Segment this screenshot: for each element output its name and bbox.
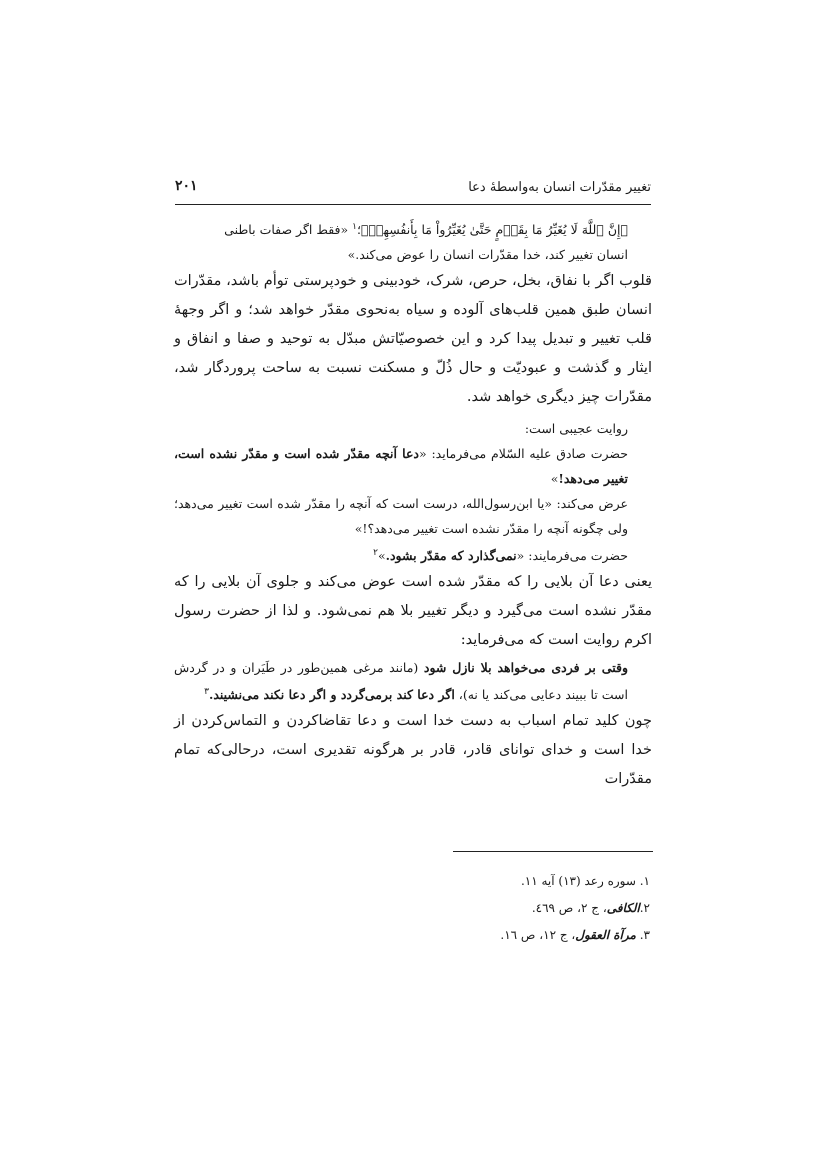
- running-title: تغییر مقدّرات انسان به‌واسطهٔ دعا: [468, 180, 651, 195]
- quote-answer-bold: نمی‌گذارد که مقدّر بشود.: [385, 548, 517, 564]
- quote-prophet-bold-1: وقتی بر فردی می‌خواهد بلا نازل شود: [423, 660, 629, 676]
- footnote-divider: [453, 851, 653, 852]
- quote-prophet: [174, 655, 652, 707]
- footnote-num: ۱.: [639, 874, 650, 888]
- quran-verse: [174, 215, 652, 267]
- footnote-num: ۳.: [639, 928, 650, 942]
- quote-imam-bold: دعا آنچه مقدّر شده است و مقدّر نشده است، تغییر می‌دهد!: [174, 446, 628, 487]
- quote-answer-prefix: حضرت می‌فرمایند: «: [516, 548, 628, 564]
- footnote-text: ، ج ۲، ص ٤٦٩.: [531, 901, 607, 915]
- quote-imam-suffix: »: [550, 471, 559, 487]
- verse-translation-end: انسان تغییر کند، خدا مقدّرات انسان را عوض می‌کند.»: [347, 247, 628, 263]
- main-text: [174, 215, 652, 794]
- footnote-ref-2: ۲: [373, 548, 378, 559]
- footnote-text: سوره رعد (۱۳) آیه ۱۱.: [520, 874, 640, 888]
- footnote-ref-1: ۱: [352, 222, 357, 232]
- quote-prophet-mid: (مانند مرغی همین‌طور در طَیَران و در گردش است تا ببیند دعایی می‌کند یا نه)،: [174, 660, 628, 703]
- footnote-source: الکافی: [606, 901, 640, 915]
- quote-question: عرض می‌کند: «یا ابن‌رسول‌الله، درست است که آنچه را مقدّر شده است تغییر می‌دهد؛ ولی چگونه آنچه را مقدّر نشده است تغییر می‌دهد؟!»: [174, 496, 628, 537]
- footnote-text: ، ج ۱۲، ص ١٦.: [500, 928, 576, 942]
- quote-imam-prefix: حضرت صادق علیه السّلام می‌فرماید: «: [419, 446, 628, 462]
- footnote-1: [350, 868, 650, 895]
- page-number: ۲۰۱: [175, 178, 198, 194]
- footnote-3: [350, 922, 650, 949]
- quote-answer: [174, 541, 652, 568]
- paragraph-1: قلوب اگر با نفاق، بخل، حرص، شرک، خودبینی و خودپرستی توأم باشد، مقدّرات انسان طبق همین قلب‌های آلوده و سیاه به‌نحوی مقدّر خواهد شد؛ و اگر وجههٔ قلب تغییر و تبدیل پیدا کرد و این خصوصیّاتش مبدّل به توحید و صفا و انفاق و ایثار و گذشت و عبودیّت و حال ذُلّ و مسکنت نسبت به ساحت پروردگار شد، مقدّرات چیز دیگری خواهد شد.: [174, 273, 652, 406]
- quote-imam: [174, 441, 652, 491]
- paragraph-3: چون کلید تمام اسباب به دست خدا است و دعا تقاضاکردن و التماس‌کردن از خدا است و خدای توانای قادر، قادر بر هرگونه تقدیری است، درحالی‌که تمام مقدّرات: [174, 713, 652, 788]
- running-header: [175, 176, 651, 205]
- verse-translation-start: «فقط اگر صفات باطنی: [224, 222, 353, 238]
- footnote-ref-3: ۳: [204, 687, 209, 698]
- footnote-source: مرآة العقول: [575, 928, 636, 942]
- footnotes: [350, 868, 650, 949]
- footnote-2: [350, 895, 650, 922]
- quote-answer-suffix: »: [377, 548, 386, 564]
- paragraph-2: یعنی دعا آن بلایی را که مقدّر شده است عوض می‌کند و جلوی آن بلایی را که مقدّر نشده است می‌گیرد و دیگر تغییر بلا هم نمی‌شود. و لذا از حضرت رسول اکرم روایت است که می‌فرماید:: [174, 574, 652, 649]
- narration-intro: روایت عجیبی است:: [524, 421, 628, 437]
- quote-prophet-bold-2: اگر دعا کند برمی‌گردد و اگر دعا نکند می‌نشیند.: [208, 687, 455, 703]
- footnote-num: ۲.: [639, 901, 650, 915]
- verse-text: ﴿إِنَّ ٱللَّهَ لَا يُغَيِّرُ مَا بِقَوۡمٍ حَتَّىٰ يُغَيِّرُواْ مَا بِأَنفُسِهِمۡ﴾؛: [356, 222, 628, 238]
